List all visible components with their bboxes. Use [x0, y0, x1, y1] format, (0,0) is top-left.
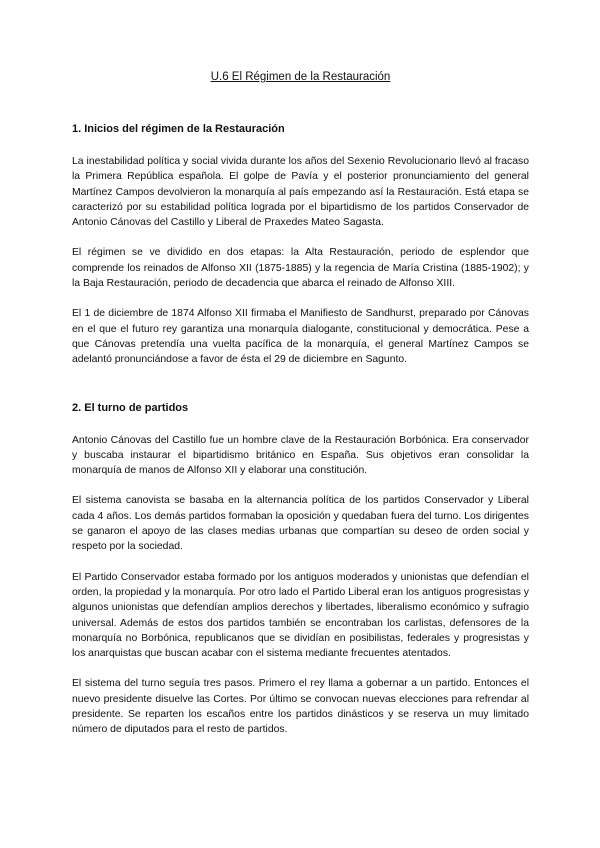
document-title: U.6 El Régimen de la Restauración — [210, 71, 391, 83]
paragraph: El régimen se ve dividido en dos etapas: la Alta Restauración, periodo de esplendor que comprende los reinados de Alfonso XII (1875-1885) y la regencia de María Cristina (1885-1902); y la Baja Restauración, periodo de decadencia que abarca el reinado de Alfonso XIII. — [72, 247, 529, 290]
section-turno-partidos — [72, 401, 529, 738]
paragraph: El Partido Conservador estaba formado por los antiguos moderados y unionistas que defendían el orden, la propiedad y la monarquía. Por otro lado el Partido Liberal eran los antiguos progresistas y algunos unionistas que defendían amplios derechos y libertades, liberalismo económico y sufragio universal. Además de estos dos partidos también se encontraban los carlistas, defensores de la monarquía no Borbónica, republicanos que se dividían en posibilistas, federales y progresistas y los anarquistas que buscan acabar con el sistema mediante frecuentes atentados. — [72, 571, 529, 660]
section-inicios — [72, 122, 529, 368]
document-page — [72, 70, 529, 753]
paragraph: Antonio Cánovas del Castillo fue un hombre clave de la Restauración Borbónica. Era conservador y buscaba instaurar el bipartidismo británico en España. Sus objetivos eran consolidar la monarquía de manos de Alfonso XII y elaborar una constitución. — [72, 434, 529, 477]
paragraph: El sistema canovista se basaba en la alternancia política de los partidos Conservador y Liberal cada 4 años. Los demás partidos formaban la oposición y quedaban fuera del turno. Los dirigentes se ganaron el apoyo de las clases medias urbanas que compartían su deseo de orden social y respeto por la sociedad. — [72, 495, 529, 553]
paragraph: La inestabilidad política y social vivida durante los años del Sexenio Revolucionario llevó al fracaso la Primera República española. El golpe de Pavía y el posterior pronunciamiento del general Martínez Campos devolvieron la monarquía al país empezando así la Restauración. Está etapa se caracterizó por su estabilidad política lograda por el bipartidismo de los partidos Conservador de Antonio Cánovas del Castillo y Liberal de Praxedes Mateo Sagasta. — [72, 156, 529, 229]
section-spacer — [72, 383, 529, 401]
paragraph: El sistema del turno seguía tres pasos. Primero el rey llama a gobernar a un partido. Entonces el nuevo presidente disuelve las Cortes. Por último se convocan nuevas elecciones para refrendar al presidente. Se reparten los escaños entre los partidos dinásticos y se reserva un muy limitado número de diputados para el resto de partidos. — [72, 678, 529, 736]
section-heading: 1. Inicios del régimen de la Restauración — [72, 123, 285, 135]
paragraph: El 1 de diciembre de 1874 Alfonso XII firmaba el Manifiesto de Sandhurst, preparado por Cánovas en el que el futuro rey garantiza una monarquía dialogante, constitucional y democrática. Pese a que Cánovas pretendía una vuelta pacífica de la monarquía, el general Martínez Campos se adelantó pronunciándose a favor de ésta el 29 de diciembre en Sagunto. — [72, 308, 529, 366]
section-heading: 2. El turno de partidos — [72, 401, 189, 414]
